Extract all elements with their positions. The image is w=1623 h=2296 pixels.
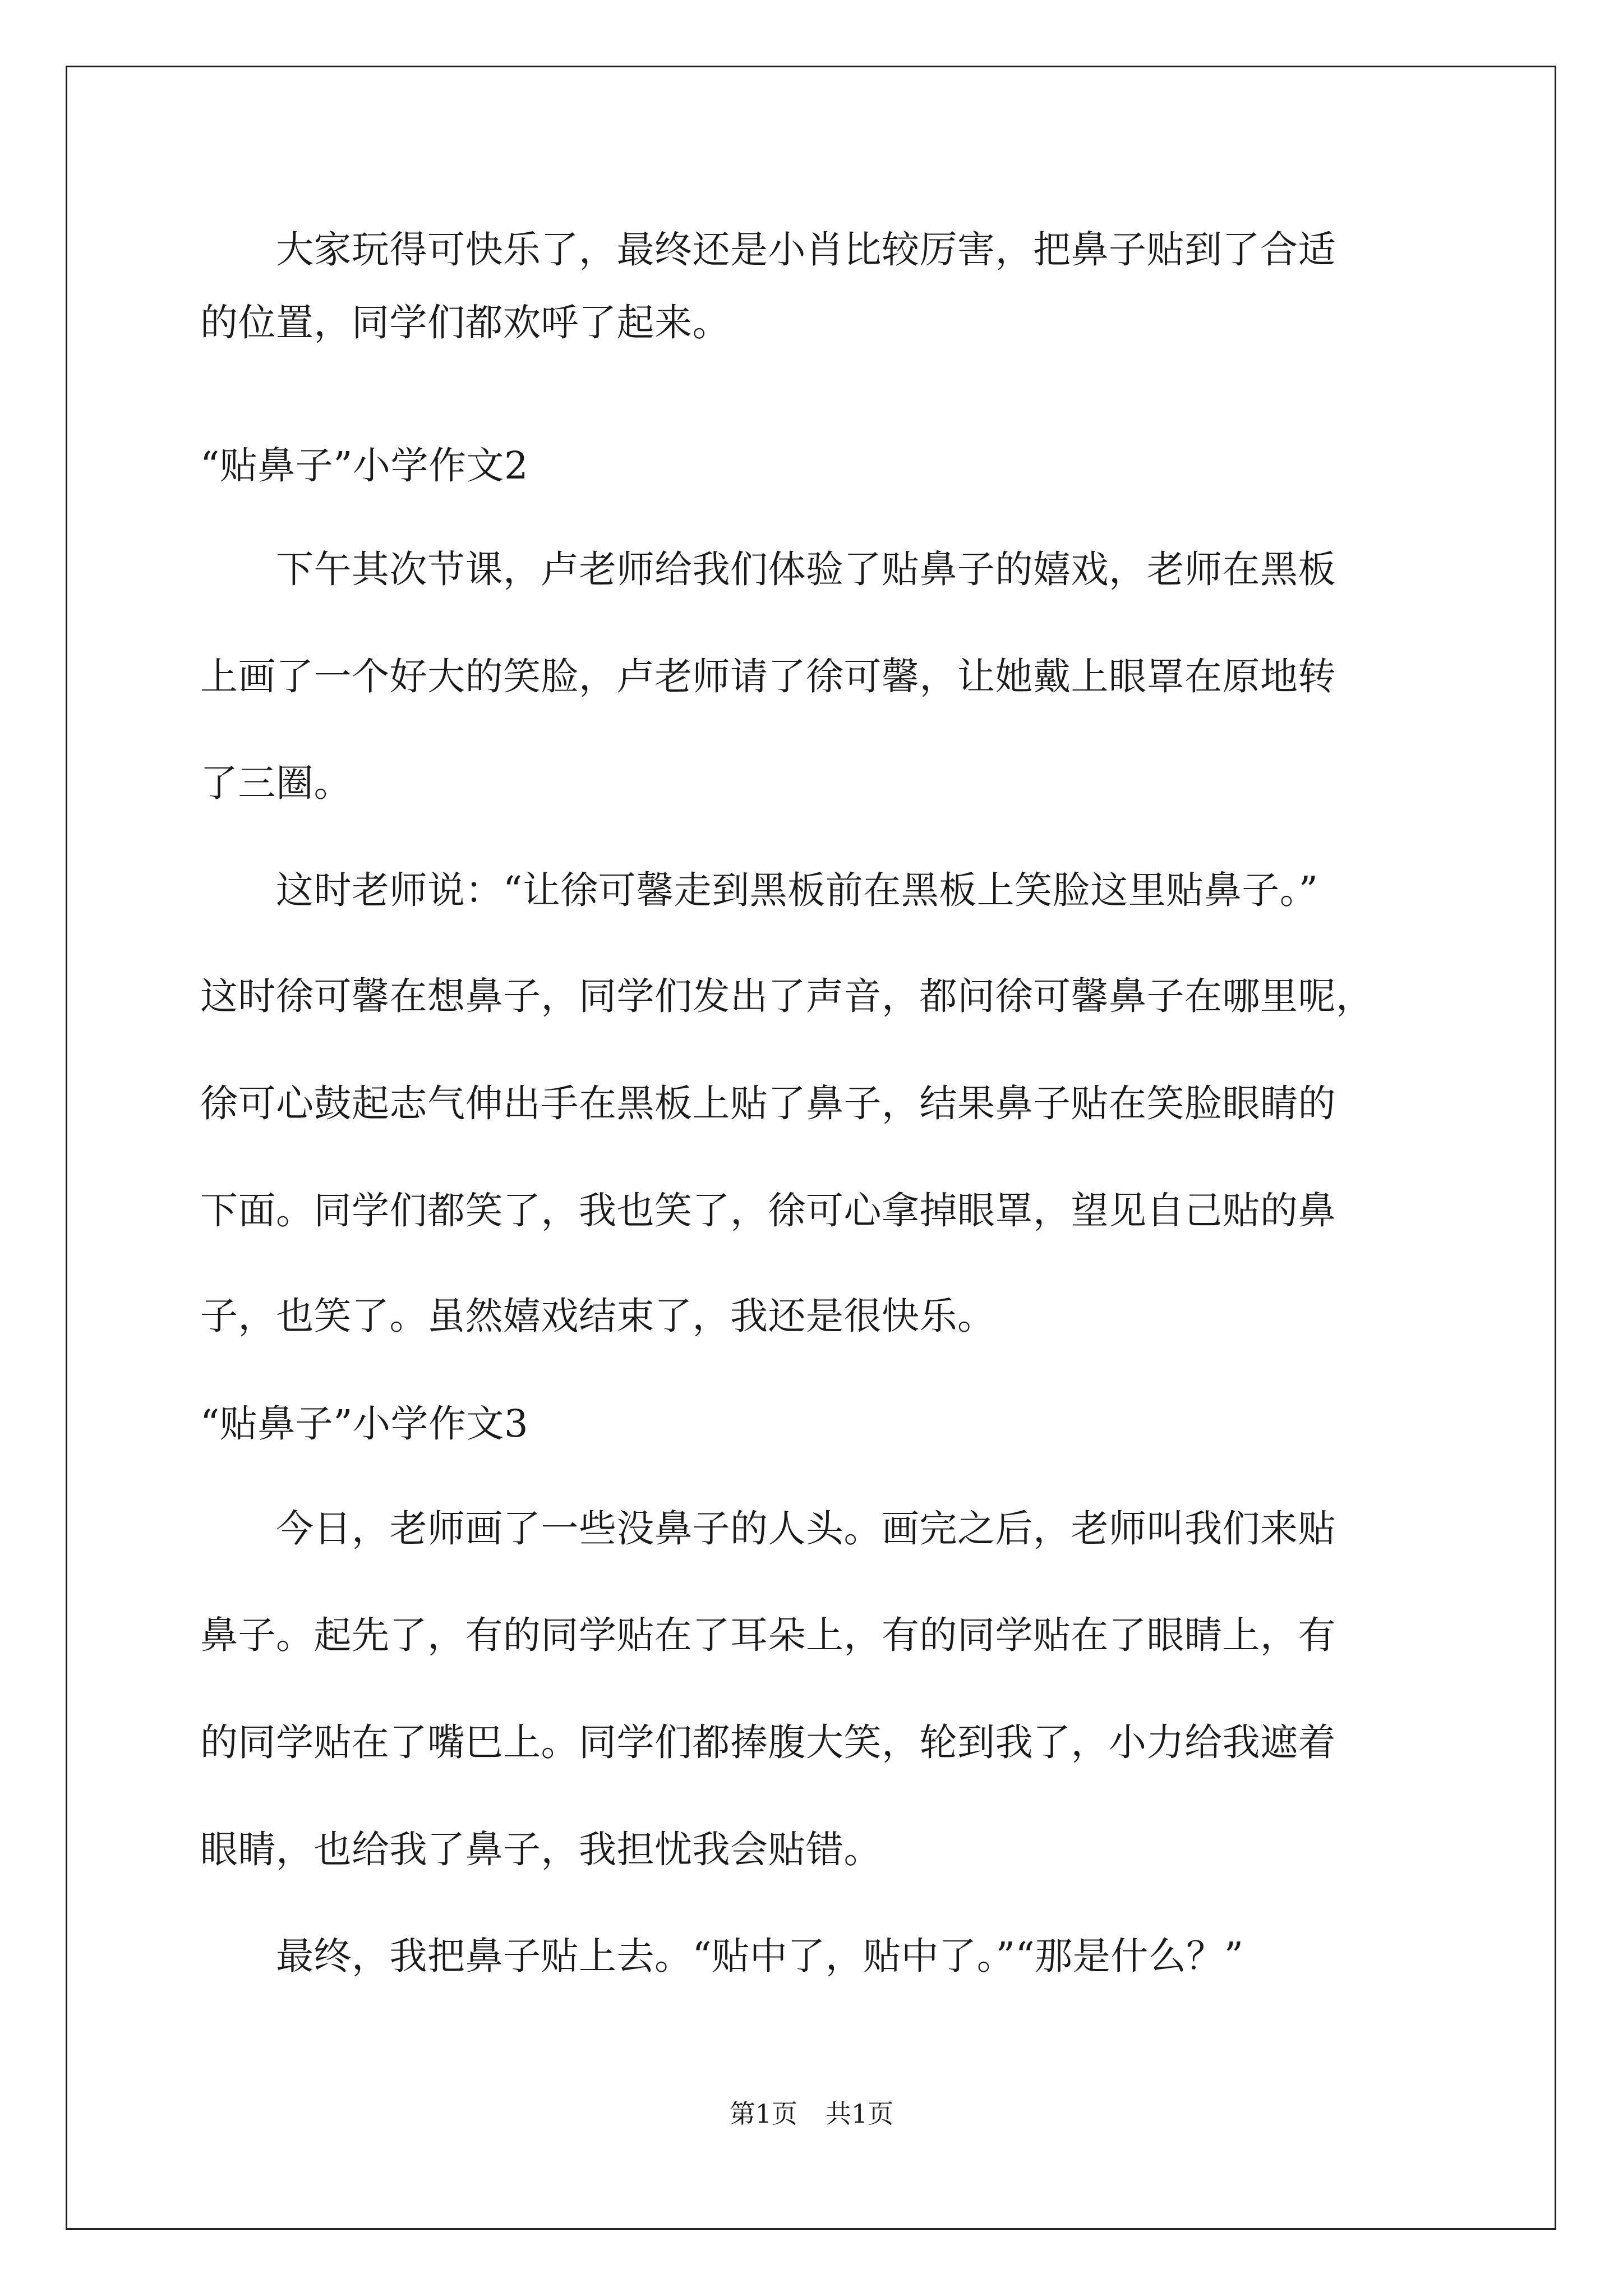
page-border (66, 66, 1556, 2230)
page-total: 共1页 (826, 2099, 894, 2129)
paragraph-line: 鼻子。起先了，有的同学贴在了耳朵上，有的同学贴在了眼睛上，有 (200, 1613, 1336, 1657)
paragraph-line: 这时徐可馨在想鼻子，同学们发出了声音，都问徐可馨鼻子在哪里呢， (200, 974, 1374, 1018)
paragraph-line: 下面。同学们都笑了，我也笑了，徐可心拿掉眼罩，望见自己贴的鼻 (200, 1189, 1336, 1232)
paragraph-line: 的同学贴在了嘴巴上。同学们都捧腹大笑，轮到我了，小力给我遮着 (200, 1720, 1336, 1764)
paragraph-line: 了三圈。 (200, 761, 352, 805)
section-heading: “贴鼻子”小学作文2 (200, 444, 529, 487)
page-number: 第1页 (729, 2099, 797, 2129)
paragraph-line: 子，也笑了。虽然嬉戏结束了，我还是很快乐。 (200, 1294, 995, 1338)
paragraph-line: 今日，老师画了一些没鼻子的人头。画完之后，老师叫我们来贴 (200, 1507, 1336, 1550)
paragraph-line: 最终，我把鼻子贴上去。“贴中了，贴中了。”“那是什么？” (200, 1934, 1244, 1978)
page-footer (0, 2098, 1623, 2129)
paragraph-line: 眼睛，也给我了鼻子，我担忧我会贴错。 (200, 1828, 882, 1871)
paragraph-line: 徐可心鼓起志气伸出手在黑板上贴了鼻子，结果鼻子贴在笑脸眼睛的 (200, 1082, 1336, 1125)
paragraph-line: 下午其次节课，卢老师给我们体验了贴鼻子的嬉戏，老师在黑板 (200, 547, 1336, 591)
paragraph-line: 大家玩得可快乐了，最终还是小肖比较厉害，把鼻子贴到了合适 (200, 228, 1336, 272)
paragraph-line: 这时老师说：“让徐可馨走到黑板前在黑板上笑脸这里贴鼻子。” (200, 868, 1318, 912)
paragraph-line: 上画了一个好大的笑脸，卢老师请了徐可馨，让她戴上眼罩在原地转 (200, 655, 1336, 698)
section-heading: “贴鼻子”小学作文3 (200, 1402, 529, 1446)
paragraph-line: 的位置，同学们都欢呼了起来。 (200, 301, 730, 344)
